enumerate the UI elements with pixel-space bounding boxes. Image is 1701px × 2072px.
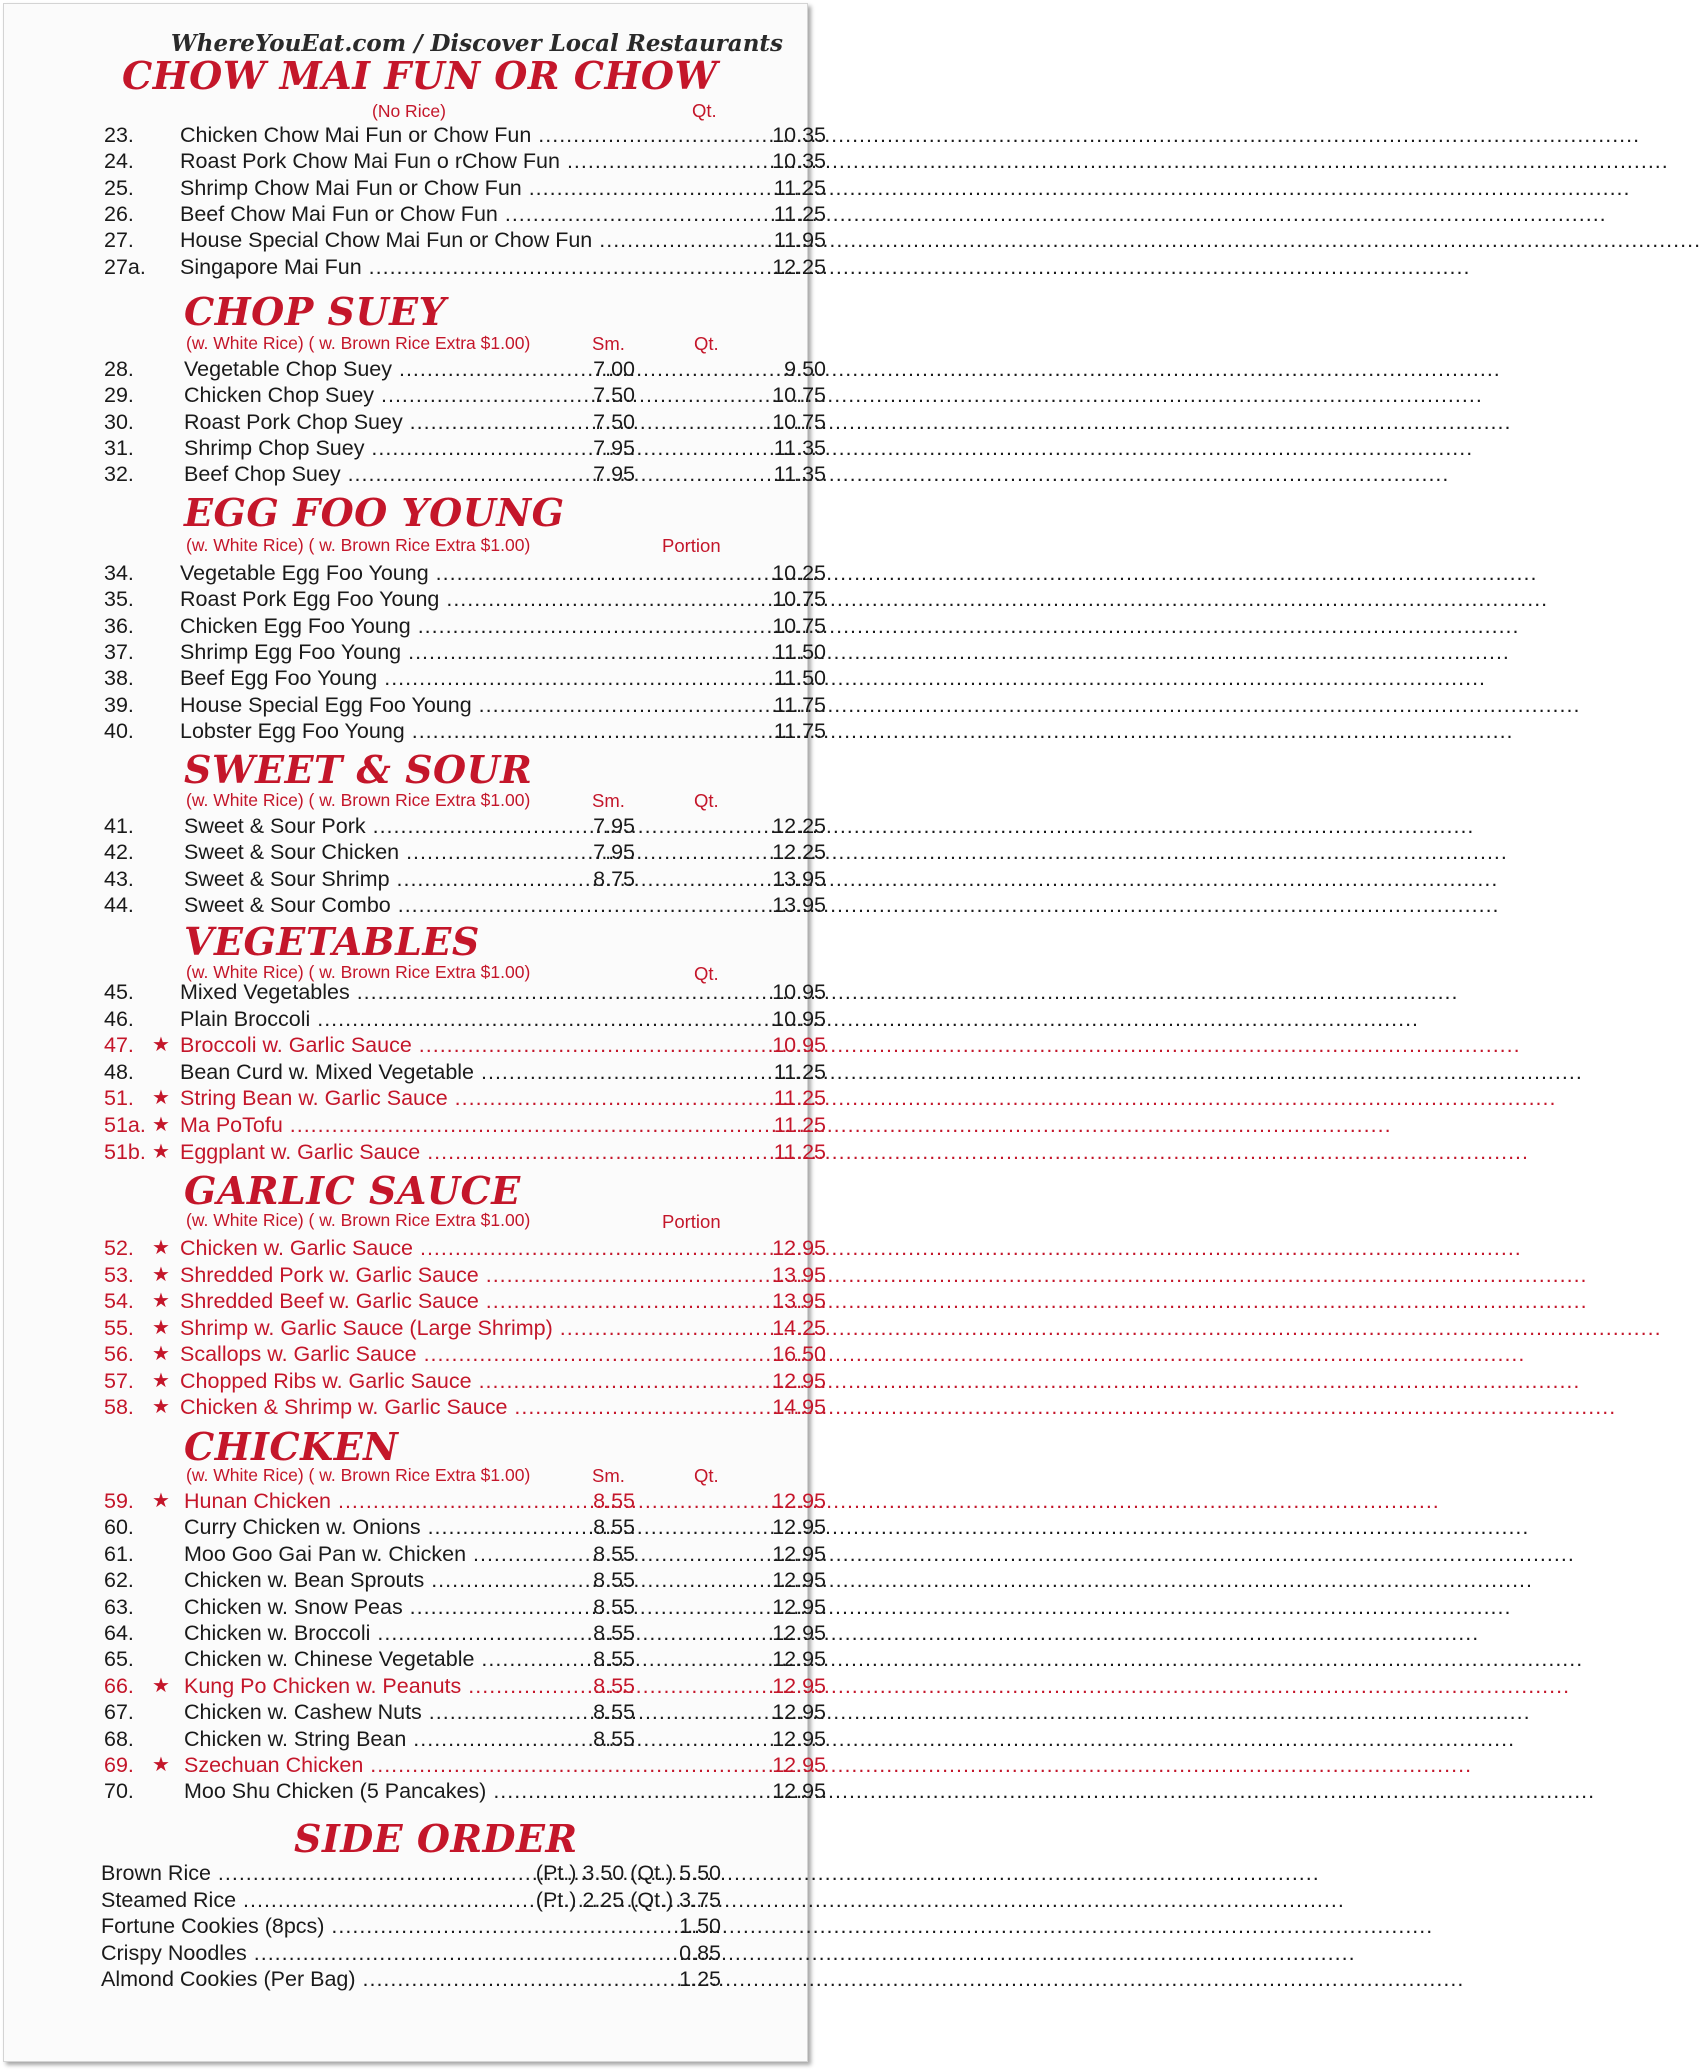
spicy-star-icon: ★ <box>152 1754 170 1776</box>
item-number: 55. <box>104 1315 134 1340</box>
garlic-menu-item <box>104 1262 826 1288</box>
quart-price: 9.50 <box>784 357 826 381</box>
item-name: Chicken Egg Foo Young ..... <box>180 613 674 639</box>
chopsuey-menu-item <box>104 435 826 461</box>
eggfoo-menu-item <box>104 613 826 639</box>
item-name: Chicken w. String Bean ..... <box>184 1726 592 1752</box>
item-name: String Bean w. Garlic Sauce ..... <box>180 1085 677 1111</box>
vegetables-menu-item <box>104 1139 826 1165</box>
item-price: 11.50 <box>773 639 826 664</box>
item-price: 16.50 <box>772 1342 826 1366</box>
spicy-star-icon: ★ <box>152 1343 170 1365</box>
garlic-menu-item <box>104 1341 826 1367</box>
chicken-menu-item <box>104 1646 826 1672</box>
item-name: Singapore Mai Fun ..... <box>180 254 674 280</box>
item-name: Beef Chow Mai Fun or Chow Fun ..... <box>180 201 674 227</box>
item-price: 10.35 <box>772 149 826 174</box>
item-name: Ma PoTofu ..... <box>180 1112 677 1138</box>
eggfoo-menu-item <box>104 586 826 612</box>
sweetsour-subtitle: (w. White Rice) ( w. Brown Rice Extra $1.00) <box>186 790 531 810</box>
item-price: 12.95 <box>772 1236 826 1260</box>
item-price: 13.95 <box>772 1262 826 1287</box>
item-number: 62. <box>104 1568 134 1593</box>
item-number: 29. <box>104 383 134 408</box>
item-number: 45. <box>104 980 134 1004</box>
item-name: Chicken w. Broccoli ..... <box>184 1620 592 1646</box>
item-name: Sweet & Sour Chicken ..... <box>184 839 592 865</box>
item-name: Chicken w. Snow Peas ..... <box>184 1594 592 1620</box>
item-name: Beef Chop Suey ..... <box>184 461 592 487</box>
spicy-star-icon: ★ <box>152 1087 170 1110</box>
item-number: 35. <box>104 587 134 612</box>
item-number: 51b. <box>104 1139 146 1164</box>
item-number: 60. <box>104 1515 134 1540</box>
garlic-portion-header: Portion <box>662 1211 721 1232</box>
garlic-menu-item <box>104 1394 826 1420</box>
eggfoo-menu-item <box>104 560 826 586</box>
menu-page <box>3 3 826 2062</box>
small-price: 8.55 <box>593 1700 635 1725</box>
item-name: Steamed Rice ..... <box>101 1887 533 1913</box>
item-name: Chicken w. Bean Sprouts ..... <box>184 1567 592 1593</box>
item-number: 58. <box>104 1395 134 1419</box>
quart-price: 11.35 <box>773 462 826 487</box>
item-number: 65. <box>104 1647 134 1672</box>
chopsuey-sm-header: Sm. <box>592 333 625 354</box>
item-price: (Pt.) 3.50 (Qt.) 5.50 <box>535 1861 721 1885</box>
item-name: Broccoli w. Garlic Sauce ..... <box>180 1032 677 1058</box>
item-name: Bean Curd w. Mixed Vegetable ..... <box>180 1059 677 1085</box>
chicken-menu-item <box>104 1514 826 1540</box>
chicken-menu-item <box>104 1567 826 1593</box>
quart-price: 12.95 <box>772 1647 826 1672</box>
item-number: 63. <box>104 1594 134 1619</box>
item-name: Sweet & Sour Combo ..... <box>184 892 592 918</box>
spicy-star-icon: ★ <box>152 1396 170 1418</box>
spicy-star-icon: ★ <box>152 1316 170 1339</box>
chicken-sm-header: Sm. <box>592 1465 625 1486</box>
small-price: 8.55 <box>593 1647 635 1672</box>
chow-menu-item <box>104 227 826 253</box>
item-number: 39. <box>104 692 134 717</box>
item-name: Scallops w. Garlic Sauce ..... <box>180 1341 677 1367</box>
item-price: 14.25 <box>772 1315 826 1340</box>
chow-qt-header: Qt. <box>692 100 717 121</box>
item-number: 24. <box>104 149 134 174</box>
small-price: 8.55 <box>593 1515 635 1540</box>
item-number: 67. <box>104 1700 134 1725</box>
item-name: Lobster Egg Foo Young ..... <box>180 718 674 744</box>
item-name: Eggplant w. Garlic Sauce ..... <box>180 1139 677 1165</box>
quart-price: 12.95 <box>772 1594 826 1619</box>
item-name: Chopped Ribs w. Garlic Sauce ..... <box>180 1368 677 1394</box>
item-name: House Special Chow Mai Fun or Chow Fun ..... <box>180 227 674 253</box>
spicy-star-icon: ★ <box>152 1034 170 1057</box>
spicy-star-icon: ★ <box>152 1674 170 1697</box>
item-price: 10.95 <box>772 1033 826 1058</box>
item-number: 43. <box>104 866 134 891</box>
chopsuey-menu-item <box>104 356 826 382</box>
item-number: 38. <box>104 666 134 691</box>
item-name: Brown Rice ..... <box>101 1860 533 1886</box>
item-name: Vegetable Egg Foo Young ..... <box>180 560 674 586</box>
small-price: 7.50 <box>593 383 635 408</box>
item-price: 12.95 <box>772 1368 826 1393</box>
item-name: Sweet & Sour Pork ..... <box>184 813 592 839</box>
item-name: Shredded Beef w. Garlic Sauce ..... <box>180 1288 677 1314</box>
side-order-item <box>101 1966 721 1992</box>
item-name: Moo Goo Gai Pan w. Chicken ..... <box>184 1541 592 1567</box>
chopsuey-qt-header: Qt. <box>694 333 719 354</box>
quart-price: 11.35 <box>773 435 826 460</box>
chopsuey-menu-item <box>104 461 826 487</box>
chow-menu-item <box>104 201 826 227</box>
item-name: Roast Pork Chow Mai Fun o rChow Fun ..... <box>180 148 674 174</box>
item-name: Moo Shu Chicken (5 Pancakes) ..... <box>184 1778 592 1804</box>
quart-price: 12.95 <box>772 1621 826 1645</box>
chicken-menu-item <box>104 1699 826 1725</box>
item-name: Chicken w. Garlic Sauce ..... <box>180 1235 677 1261</box>
item-number: 26. <box>104 201 134 226</box>
small-price: 8.55 <box>593 1621 635 1645</box>
item-price: 10.25 <box>772 561 826 585</box>
chopsuey-menu-item <box>104 409 826 435</box>
item-number: 25. <box>104 175 134 200</box>
item-number: 28. <box>104 357 134 381</box>
item-number: 53. <box>104 1262 134 1287</box>
item-name: Mixed Vegetables ..... <box>180 979 677 1005</box>
chow-menu-item <box>104 254 826 280</box>
item-number: 54. <box>104 1289 134 1313</box>
quart-price: 10.75 <box>772 383 826 408</box>
item-price: 10.95 <box>772 1006 826 1031</box>
sweetsour-qt-header: Qt. <box>694 790 719 811</box>
sweetsour-menu-item <box>104 839 826 865</box>
item-number: 44. <box>104 892 134 917</box>
quart-price: 13.95 <box>772 866 826 891</box>
sweetsour-menu-item <box>104 813 826 839</box>
item-number: 61. <box>104 1541 134 1566</box>
item-name: Shrimp Chop Suey ..... <box>184 435 592 461</box>
item-number: 42. <box>104 840 134 865</box>
chow-menu-item <box>104 175 826 201</box>
item-number: 56. <box>104 1342 134 1366</box>
item-price: 10.35 <box>772 123 826 147</box>
vegetables-menu-item <box>104 1059 826 1085</box>
item-price: 1.25 <box>679 1967 721 1991</box>
item-price: 13.95 <box>772 1289 826 1313</box>
item-price: 11.25 <box>773 201 826 226</box>
quart-price: 12.95 <box>772 1673 826 1698</box>
spicy-star-icon: ★ <box>152 1369 170 1392</box>
eggfoo-menu-item <box>104 692 826 718</box>
chicken-menu-item <box>104 1726 826 1752</box>
item-name: Chicken w. Chinese Vegetable ..... <box>184 1646 592 1672</box>
item-number: 27. <box>104 228 134 253</box>
item-name: Kung Po Chicken w. Peanuts ..... <box>184 1673 592 1699</box>
vegetables-section-title: VEGETABLES <box>184 919 480 964</box>
chow-subtitle: (No Rice) <box>372 101 446 121</box>
item-price: 11.25 <box>773 1086 826 1111</box>
item-number: 34. <box>104 561 134 585</box>
small-price: 7.95 <box>593 814 635 838</box>
garlic-subtitle: (w. White Rice) ( w. Brown Rice Extra $1.00) <box>186 1210 531 1230</box>
item-number: 68. <box>104 1726 134 1751</box>
sweetsour-menu-item <box>104 866 826 892</box>
quart-price: 13.95 <box>772 892 826 917</box>
item-number: 48. <box>104 1059 134 1084</box>
sweetsour-sm-header: Sm. <box>592 790 625 811</box>
quart-price: 12.95 <box>772 1515 826 1540</box>
item-number: 41. <box>104 814 134 838</box>
chow-menu-item <box>104 148 826 174</box>
vegetables-menu-item <box>104 979 826 1005</box>
garlic-menu-item <box>104 1288 826 1314</box>
quart-price: 12.95 <box>772 1753 826 1777</box>
item-price: 11.95 <box>773 228 826 253</box>
item-price: 11.75 <box>773 692 826 717</box>
chopsuey-menu-item <box>104 382 826 408</box>
vegetables-menu-item <box>104 1032 826 1058</box>
chicken-menu-item <box>104 1541 826 1567</box>
garlic-menu-item <box>104 1235 826 1261</box>
item-name: Roast Pork Chop Suey ..... <box>184 409 592 435</box>
item-price: (Pt.) 2.25 (Qt.) 3.75 <box>535 1887 721 1912</box>
small-price: 8.55 <box>593 1568 635 1593</box>
quart-price: 12.95 <box>772 1489 826 1513</box>
sweetsour-section-title: SWEET & SOUR <box>184 747 533 792</box>
small-price: 7.95 <box>593 840 635 865</box>
item-name: Shrimp Chow Mai Fun or Chow Fun ..... <box>180 175 674 201</box>
item-number: 23. <box>104 123 134 147</box>
side-section-title: SIDE ORDER <box>294 1816 578 1861</box>
item-number: 69. <box>104 1753 134 1777</box>
item-number: 37. <box>104 639 134 664</box>
chopsuey-section-title: CHOP SUEY <box>184 289 447 334</box>
vegetables-qt-header: Qt. <box>694 963 719 984</box>
item-number: 40. <box>104 718 134 743</box>
eggfoo-section-title: EGG FOO YOUNG <box>184 490 565 535</box>
item-name: Plain Broccoli ..... <box>180 1006 677 1032</box>
item-number: 32. <box>104 462 134 487</box>
small-price: 8.55 <box>593 1541 635 1566</box>
small-price: 8.75 <box>593 866 635 891</box>
item-name: Curry Chicken w. Onions ..... <box>184 1514 592 1540</box>
item-price: 12.25 <box>772 254 826 279</box>
item-price: 11.75 <box>773 718 826 743</box>
side-order-item <box>101 1940 721 1966</box>
item-name: Shredded Pork w. Garlic Sauce ..... <box>180 1262 677 1288</box>
chicken-menu-item <box>104 1488 826 1514</box>
item-number: 52. <box>104 1236 134 1260</box>
sweetsour-menu-item <box>104 892 826 918</box>
chicken-subtitle: (w. White Rice) ( w. Brown Rice Extra $1.00) <box>186 1465 531 1485</box>
chicken-menu-item <box>104 1778 826 1804</box>
spicy-star-icon: ★ <box>152 1114 170 1136</box>
chicken-section-title: CHICKEN <box>184 1424 399 1469</box>
item-price: 0.85 <box>679 1940 721 1965</box>
item-name: Szechuan Chicken ..... <box>184 1752 592 1778</box>
item-number: 59. <box>104 1489 134 1513</box>
site-watermark: WhereYouEat.com / Discover Local Restaurants <box>170 30 783 57</box>
item-name: Chicken Chow Mai Fun or Chow Fun ..... <box>180 122 674 148</box>
item-name: Vegetable Chop Suey ..... <box>184 356 592 382</box>
item-name: Roast Pork Egg Foo Young ..... <box>180 586 674 612</box>
small-price: 7.95 <box>593 462 635 487</box>
quart-price: 12.95 <box>772 1726 826 1751</box>
chicken-menu-item <box>104 1620 826 1646</box>
chow-section-title: CHOW MAI FUN OR CHOW <box>122 53 718 98</box>
item-number: 57. <box>104 1368 134 1393</box>
item-price: 11.25 <box>773 1139 826 1164</box>
eggfoo-subtitle: (w. White Rice) ( w. Brown Rice Extra $1.00) <box>186 535 531 555</box>
garlic-menu-item <box>104 1368 826 1394</box>
item-name: Sweet & Sour Shrimp ..... <box>184 866 592 892</box>
item-name: Crispy Noodles ..... <box>101 1940 641 1966</box>
quart-price: 10.75 <box>772 409 826 434</box>
spicy-star-icon: ★ <box>152 1237 170 1259</box>
item-name: Shrimp w. Garlic Sauce (Large Shrimp) ..... <box>180 1315 677 1341</box>
quart-price: 12.25 <box>772 840 826 865</box>
spicy-star-icon: ★ <box>152 1263 170 1286</box>
small-price: 8.55 <box>593 1726 635 1751</box>
garlic-menu-item <box>104 1315 826 1341</box>
side-order-item <box>101 1887 721 1913</box>
item-price: 1.50 <box>679 1914 721 1938</box>
item-name: Hunan Chicken ..... <box>184 1488 592 1514</box>
chow-menu-item <box>104 122 826 148</box>
quart-price: 12.95 <box>772 1541 826 1566</box>
item-name: Shrimp Egg Foo Young ..... <box>180 639 674 665</box>
item-number: 36. <box>104 613 134 638</box>
vegetables-menu-item <box>104 1006 826 1032</box>
side-order-item <box>101 1913 721 1939</box>
chicken-menu-item <box>104 1594 826 1620</box>
chopsuey-subtitle: (w. White Rice) ( w. Brown Rice Extra $1.00) <box>186 333 531 353</box>
eggfoo-menu-item <box>104 639 826 665</box>
small-price: 7.95 <box>593 435 635 460</box>
item-number: 27a. <box>104 254 146 279</box>
item-name: Chicken & Shrimp w. Garlic Sauce ..... <box>180 1394 677 1420</box>
vegetables-subtitle: (w. White Rice) ( w. Brown Rice Extra $1.00) <box>186 962 531 982</box>
item-number: 47. <box>104 1033 134 1058</box>
item-price: 11.25 <box>773 1113 826 1137</box>
spicy-star-icon: ★ <box>152 1290 170 1312</box>
item-name: Chicken Chop Suey ..... <box>184 382 592 408</box>
side-order-item <box>101 1860 721 1886</box>
eggfoo-portion-header: Portion <box>662 535 721 556</box>
vegetables-menu-item <box>104 1085 826 1111</box>
item-number: 51. <box>104 1086 134 1111</box>
item-number: 64. <box>104 1621 134 1645</box>
item-price: 10.75 <box>772 613 826 638</box>
quart-price: 12.25 <box>772 814 826 838</box>
item-number: 31. <box>104 435 134 460</box>
item-price: 11.25 <box>773 175 826 200</box>
vegetables-menu-item <box>104 1112 826 1138</box>
item-name: House Special Egg Foo Young ..... <box>180 692 674 718</box>
item-name: Chicken w. Cashew Nuts ..... <box>184 1699 592 1725</box>
chicken-menu-item <box>104 1673 826 1699</box>
spicy-star-icon: ★ <box>152 1490 170 1512</box>
eggfoo-menu-item <box>104 665 826 691</box>
quart-price: 12.95 <box>772 1568 826 1593</box>
chicken-qt-header: Qt. <box>694 1465 719 1486</box>
item-price: 10.75 <box>772 587 826 612</box>
chicken-menu-item <box>104 1752 826 1778</box>
item-number: 46. <box>104 1006 134 1031</box>
eggfoo-menu-item <box>104 718 826 744</box>
small-price: 8.55 <box>593 1673 635 1698</box>
item-price: 10.95 <box>772 980 826 1004</box>
item-price: 11.25 <box>773 1059 826 1084</box>
small-price: 8.55 <box>593 1489 635 1513</box>
small-price: 8.55 <box>593 1594 635 1619</box>
quart-price: 12.95 <box>772 1700 826 1725</box>
item-name: Beef Egg Foo Young ..... <box>180 665 674 691</box>
item-number: 66. <box>104 1673 134 1698</box>
spicy-star-icon: ★ <box>152 1140 170 1163</box>
item-number: 51a. <box>104 1113 146 1137</box>
item-price: 14.95 <box>772 1395 826 1419</box>
small-price: 7.50 <box>593 409 635 434</box>
item-number: 70. <box>104 1779 134 1804</box>
garlic-section-title: GARLIC SAUCE <box>184 1168 521 1213</box>
item-price: 11.50 <box>773 666 826 691</box>
item-name: Almond Cookies (Per Bag) ..... <box>101 1966 641 1992</box>
small-price: 7.00 <box>593 357 635 381</box>
quart-price: 12.95 <box>772 1779 826 1804</box>
item-number: 30. <box>104 409 134 434</box>
item-name: Fortune Cookies (8pcs) ..... <box>101 1913 641 1939</box>
